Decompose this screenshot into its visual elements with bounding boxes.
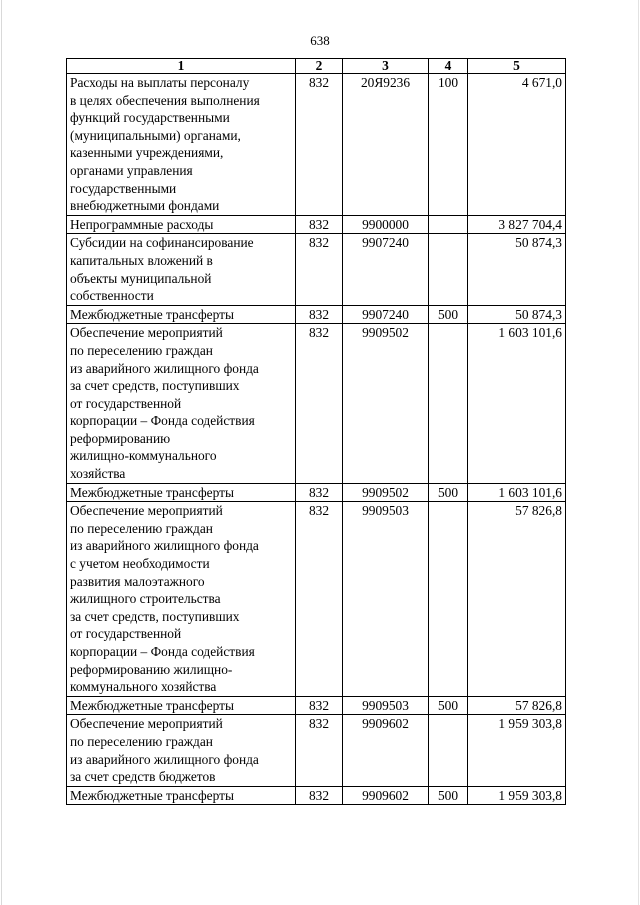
row-section: 832 [296,502,343,697]
row-name: Обеспечение мероприятий по переселению граждан из аварийного жилищного фонда с учетом необходимости развития малоэтажного жилищного строительства за счет средств, поступивших от государственной корпорации – Фонда содействия реформированию жилищно- коммунального хозяйства [67,502,296,697]
row-target-code: 9907240 [343,305,429,324]
row-target-code: 9909602 [343,715,429,786]
row-name: Расходы на выплаты персоналу в целях обеспечения выполнения функций государственными (муниципальными) органами, казенными учреждениями, органами управления государственными внебюджетными фондами [67,74,296,216]
row-target-code: 20Я9236 [343,74,429,216]
row-section: 832 [296,305,343,324]
row-section: 832 [296,215,343,234]
table-header-row [67,59,566,74]
table-row [67,715,566,786]
table-row [67,483,566,502]
row-expense-type [429,215,468,234]
row-name: Межбюджетные трансферты [67,483,296,502]
table-row [67,305,566,324]
table-row [67,215,566,234]
row-expense-type: 500 [429,696,468,715]
row-name: Межбюджетные трансферты [67,696,296,715]
header-col-5: 5 [468,59,566,74]
row-section: 832 [296,786,343,805]
table-row [67,234,566,305]
row-section: 832 [296,715,343,786]
row-expense-type [429,715,468,786]
row-target-code: 9909502 [343,483,429,502]
row-name: Обеспечение мероприятий по переселению граждан из аварийного жилищного фонда за счет средств бюджетов [67,715,296,786]
row-expense-type: 500 [429,786,468,805]
row-target-code: 9900000 [343,215,429,234]
table-row [67,502,566,697]
row-sum: 4 671,0 [468,74,566,216]
header-col-3: 3 [343,59,429,74]
row-sum: 3 827 704,4 [468,215,566,234]
row-sum: 57 826,8 [468,502,566,697]
row-name: Субсидии на софинансирование капитальных вложений в объекты муниципальной собственности [67,234,296,305]
row-section: 832 [296,483,343,502]
budget-table [66,58,566,805]
row-section: 832 [296,74,343,216]
scan-edge-left [1,0,2,905]
row-name: Обеспечение мероприятий по переселению граждан из аварийного жилищного фонда за счет средств, поступивших от государственной корпорации – Фонда содействия реформированию жилищно-коммунального хозяйства [67,324,296,483]
row-sum: 50 874,3 [468,305,566,324]
row-expense-type: 500 [429,483,468,502]
row-sum: 57 826,8 [468,696,566,715]
row-section: 832 [296,234,343,305]
table-row [67,74,566,216]
row-sum: 1 603 101,6 [468,324,566,483]
header-col-2: 2 [296,59,343,74]
row-expense-type [429,502,468,697]
row-expense-type: 500 [429,305,468,324]
row-expense-type [429,234,468,305]
row-name: Непрограммные расходы [67,215,296,234]
row-expense-type: 100 [429,74,468,216]
row-sum: 1 959 303,8 [468,786,566,805]
row-target-code: 9909502 [343,324,429,483]
row-target-code: 9909503 [343,696,429,715]
row-name: Межбюджетные трансферты [67,786,296,805]
row-sum: 50 874,3 [468,234,566,305]
table-row [67,786,566,805]
row-target-code: 9909503 [343,502,429,697]
row-section: 832 [296,324,343,483]
row-sum: 1 959 303,8 [468,715,566,786]
row-target-code: 9907240 [343,234,429,305]
table-row [67,324,566,483]
page-number: 638 [310,33,330,48]
row-section: 832 [296,696,343,715]
row-name: Межбюджетные трансферты [67,305,296,324]
row-target-code: 9909602 [343,786,429,805]
header-col-1: 1 [67,59,296,74]
scan-edge-right [638,0,639,905]
header-col-4: 4 [429,59,468,74]
table-row [67,696,566,715]
row-expense-type [429,324,468,483]
row-sum: 1 603 101,6 [468,483,566,502]
